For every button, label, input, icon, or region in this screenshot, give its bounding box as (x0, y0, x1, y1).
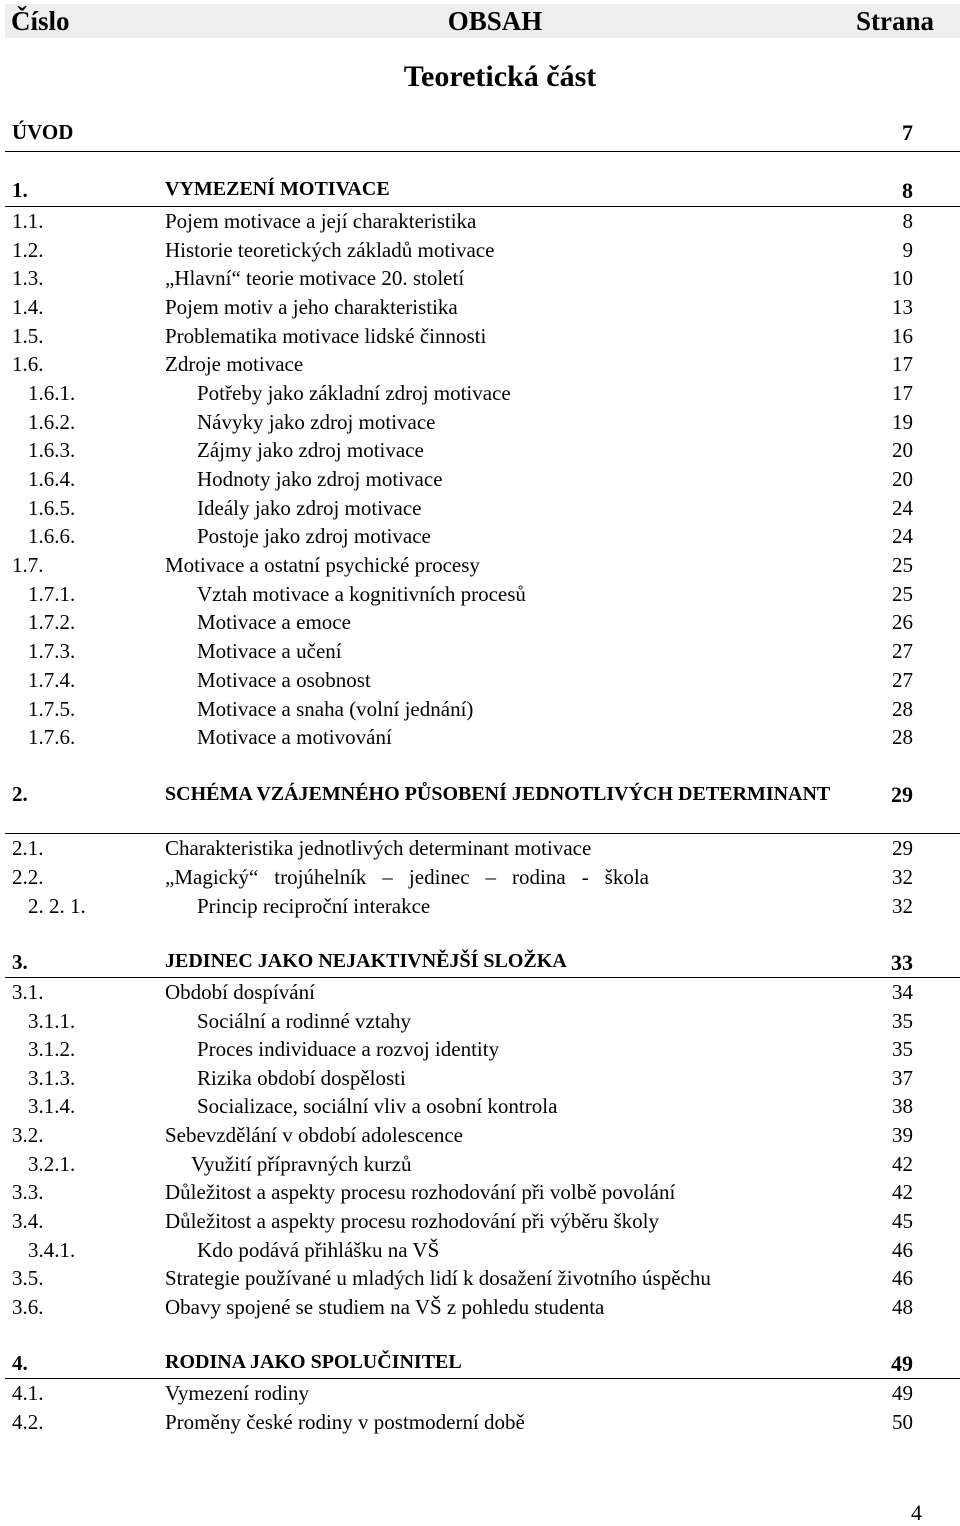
toc-subentry[interactable] (0, 467, 960, 493)
toc-entry-label: Strategie používané u mladých lidí k dosažení životního úspěchu (165, 1266, 711, 1290)
toc-entry-label: Motivace a učení (197, 639, 342, 663)
toc-entry-page: 34 (892, 980, 913, 1004)
divider (5, 206, 960, 207)
toc-subentry[interactable] (0, 1037, 960, 1063)
toc-entry-page: 42 (892, 1152, 913, 1176)
toc-chapter-3[interactable] (0, 950, 960, 976)
toc-entry-label: Vztah motivace a kognitivních procesů (197, 582, 526, 606)
toc-entry-page: 46 (892, 1266, 913, 1290)
toc-entry-label: Sociální a rodinné vztahy (197, 1009, 412, 1033)
toc-entry-page: 38 (892, 1094, 913, 1118)
toc-subentry[interactable] (0, 438, 960, 464)
toc-entry-number: 4.2. (12, 1410, 44, 1434)
header-number-label: Číslo (11, 6, 70, 36)
divider (5, 1378, 960, 1379)
toc-entry-label: Charakteristika jednotlivých determinant motivace (165, 836, 592, 860)
toc-entry-page: 9 (902, 238, 913, 262)
toc-entry-page: 28 (892, 697, 913, 721)
toc-entry[interactable] (0, 1295, 960, 1321)
divider (5, 151, 960, 152)
toc-entry[interactable] (0, 352, 960, 378)
toc-entry-number: 1.7.4. (28, 668, 76, 692)
toc-entry-number: 1.7.5. (28, 697, 76, 721)
toc-entry[interactable] (0, 266, 960, 292)
toc-entry-label: „Hlavní“ teorie motivace 20. století (165, 266, 465, 290)
toc-entry-page: 25 (892, 553, 913, 577)
toc-entry-page: 13 (892, 295, 913, 319)
toc-entry[interactable] (0, 865, 960, 891)
toc-entry-number: 1.5. (12, 324, 44, 348)
header-contents-label: OBSAH (447, 6, 543, 36)
toc-entry-number: 1.6.2. (28, 410, 76, 434)
toc-chapter-number: 3. (12, 950, 28, 974)
toc-entry-page: 29 (892, 836, 913, 860)
toc-entry-page: 32 (892, 894, 913, 918)
toc-entry-label: Historie teoretických základů motivace (165, 238, 495, 262)
toc-entry-page: 35 (892, 1037, 913, 1061)
toc-subentry[interactable] (0, 610, 960, 636)
toc-entry[interactable] (0, 238, 960, 264)
toc-entry-label: „Magický“ trojúhelník – jedinec – rodina - škola (165, 865, 649, 889)
toc-subentry[interactable] (0, 639, 960, 665)
toc-entry-number: 3.1.4. (28, 1094, 76, 1118)
toc-entry-page: 17 (892, 352, 913, 376)
toc-entry-number: 4.1. (12, 1381, 44, 1405)
toc-entry[interactable] (0, 1381, 960, 1407)
toc-entry-label: Období dospívání (165, 980, 315, 1004)
toc-subentry[interactable] (0, 1094, 960, 1120)
toc-entry[interactable] (0, 1209, 960, 1235)
toc-subentry[interactable] (0, 1238, 960, 1264)
toc-entry-number: 3.1.3. (28, 1066, 76, 1090)
toc-entry-label: Důležitost a aspekty procesu rozhodování při výběru školy (165, 1209, 659, 1233)
toc-entry-number: 3.6. (12, 1295, 44, 1319)
toc-entry-number: 3.2.1. (28, 1152, 76, 1176)
toc-entry-number: 1.7.6. (28, 725, 76, 749)
toc-entry-number: 1.7. (12, 553, 44, 577)
toc-entry-number: 3.1.2. (28, 1037, 76, 1061)
toc-entry[interactable] (0, 209, 960, 235)
toc-entry-page: 32 (892, 865, 913, 889)
toc-entry-number: 1.6.1. (28, 381, 76, 405)
toc-entry-page: 35 (892, 1009, 913, 1033)
toc-entry-number: 3.4.1. (28, 1238, 76, 1262)
toc-entry-page: 17 (892, 381, 913, 405)
toc-entry-number: 1.3. (12, 266, 44, 290)
toc-chapter-number: 2. (12, 782, 28, 806)
toc-subentry[interactable] (0, 582, 960, 608)
toc-entry-number: 1.7.1. (28, 582, 76, 606)
toc-chapter-label: SCHÉMA VZÁJEMNÉHO PŮSOBENÍ JEDNOTLIVÝCH DETERMINANT (165, 783, 831, 805)
toc-entry-number: 1.7.2. (28, 610, 76, 634)
toc-entry-label: Motivace a osobnost (197, 668, 371, 692)
toc-entry-page: 24 (892, 496, 913, 520)
toc-entry[interactable] (0, 553, 960, 579)
divider (5, 833, 960, 834)
toc-entry-page: 20 (892, 438, 913, 462)
toc-entry-page: 24 (892, 524, 913, 548)
toc-entry-label: Návyky jako zdroj motivace (197, 410, 436, 434)
toc-entry-page: 49 (892, 1381, 913, 1405)
toc-entry-number: 3.2. (12, 1123, 44, 1147)
toc-chapter-page: 8 (902, 178, 913, 203)
toc-entry-number: 3.3. (12, 1180, 44, 1204)
toc-subentry[interactable] (0, 410, 960, 436)
toc-entry-number: 2.2. (12, 865, 44, 889)
toc-entry-label: Princip reciproční interakce (197, 894, 431, 918)
toc-entry-label: Kdo podává přihlášku na VŠ (197, 1238, 440, 1262)
toc-chapter-page: 29 (891, 782, 913, 807)
toc-entry-page: 26 (892, 610, 913, 634)
toc-entry[interactable] (0, 1180, 960, 1206)
toc-entry-label: Využití přípravných kurzů (191, 1152, 412, 1176)
toc-chapter-4[interactable] (0, 1351, 960, 1377)
toc-subentry[interactable] (0, 1009, 960, 1035)
toc-chapter-label: JEDINEC JAKO NEJAKTIVNĚJŠÍ SLOŽKA (165, 950, 567, 972)
toc-header-bar (5, 4, 960, 38)
toc-entry-page: 45 (892, 1209, 913, 1233)
toc-entry-page: 42 (892, 1180, 913, 1204)
toc-entry-page: 27 (892, 668, 913, 692)
toc-entry[interactable] (0, 1410, 960, 1436)
toc-entry-label: Postoje jako zdroj motivace (197, 524, 431, 548)
toc-entry-page: 10 (892, 266, 913, 290)
toc-entry-label: Proměny české rodiny v postmoderní době (165, 1410, 525, 1434)
toc-entry-page: 8 (902, 209, 913, 233)
toc-entry-page: 46 (892, 1238, 913, 1262)
toc-entry-label: Motivace a motivování (197, 725, 392, 749)
toc-entry-label: Problematika motivace lidské činnosti (165, 324, 487, 348)
toc-subentry[interactable] (0, 381, 960, 407)
toc-entry-label: Zájmy jako zdroj motivace (197, 438, 424, 462)
toc-entry-label: Rizika období dospělosti (197, 1066, 406, 1090)
toc-entry-number: 1.7.3. (28, 639, 76, 663)
toc-subentry[interactable] (0, 496, 960, 522)
toc-subentry[interactable] (0, 668, 960, 694)
toc-entry-page: 25 (892, 582, 913, 606)
toc-entry[interactable] (0, 295, 960, 321)
toc-entry-page: 19 (892, 410, 913, 434)
toc-entry-page: 50 (892, 1410, 913, 1434)
toc-entry-number: 1.2. (12, 238, 44, 262)
toc-entry-page: 20 (892, 467, 913, 491)
toc-chapter-number: 1. (12, 178, 28, 202)
toc-entry[interactable] (0, 980, 960, 1006)
toc-entry[interactable] (0, 1266, 960, 1292)
toc-entry-label: Motivace a ostatní psychické procesy (165, 553, 480, 577)
toc-entry-label: Motivace a snaha (volní jednání) (197, 697, 474, 721)
page-number: 4 (911, 1500, 922, 1525)
toc-entry-label: Ideály jako zdroj motivace (197, 496, 422, 520)
toc-entry-uvod[interactable] (0, 120, 960, 146)
toc-entry-label: Důležitost a aspekty procesu rozhodování při volbě povolání (165, 1180, 676, 1204)
toc-entry-page: 7 (902, 120, 913, 145)
toc-entry-number: 3.5. (12, 1266, 44, 1290)
toc-entry-number: 3.1.1. (28, 1009, 76, 1033)
divider (5, 977, 960, 978)
toc-subentry[interactable] (0, 725, 960, 751)
toc-subentry[interactable] (0, 1066, 960, 1092)
toc-entry-label: Motivace a emoce (197, 610, 351, 634)
toc-entry-number: 2.1. (12, 836, 44, 860)
toc-entry-number: 1.6.5. (28, 496, 76, 520)
toc-entry-page: 16 (892, 324, 913, 348)
toc-entry-page: 39 (892, 1123, 913, 1147)
toc-entry[interactable] (0, 1123, 960, 1149)
section-title: Teoretická část (403, 60, 597, 93)
toc-chapter-label: VYMEZENÍ MOTIVACE (165, 178, 390, 200)
toc-entry-label: Obavy spojené se studiem na VŠ z pohledu studenta (165, 1295, 605, 1319)
toc-entry-label: Sebevzdělání v období adolescence (165, 1123, 463, 1147)
toc-chapter-page: 49 (891, 1351, 913, 1376)
toc-entry-label: Potřeby jako základní zdroj motivace (197, 381, 511, 405)
toc-entry[interactable] (0, 324, 960, 350)
header-page-label: Strana (855, 6, 934, 36)
toc-entry-number: 1.4. (12, 295, 44, 319)
toc-subentry[interactable] (0, 894, 960, 920)
toc-entry-page: 28 (892, 725, 913, 749)
toc-entry[interactable] (0, 836, 960, 862)
toc-entry-label: Hodnoty jako zdroj motivace (197, 467, 443, 491)
toc-entry-label: Vymezení rodiny (165, 1381, 310, 1405)
toc-entry-number: 2. 2. 1. (28, 894, 86, 918)
toc-entry-number: 3.1. (12, 980, 44, 1004)
toc-chapter-label: RODINA JAKO SPOLUČINITEL (165, 1351, 462, 1373)
toc-entry-page: 37 (892, 1066, 913, 1090)
toc-entry-page: 27 (892, 639, 913, 663)
toc-chapter-number: 4. (12, 1351, 28, 1375)
toc-subentry[interactable] (0, 524, 960, 550)
toc-chapter-page: 33 (891, 950, 913, 975)
toc-chapter-1[interactable] (0, 178, 960, 204)
toc-entry-number: 1.6. (12, 352, 44, 376)
toc-entry-number: 3.4. (12, 1209, 44, 1233)
toc-entry-number: 1.6.3. (28, 438, 76, 462)
toc-entry-label: Zdroje motivace (165, 352, 304, 376)
toc-subentry[interactable] (0, 1152, 960, 1178)
toc-entry-label: Pojem motiv a jeho charakteristika (165, 295, 458, 319)
toc-entry-label: ÚVOD (12, 120, 74, 144)
toc-entry-number: 1.1. (12, 209, 44, 233)
toc-entry-page: 48 (892, 1295, 913, 1319)
toc-subentry[interactable] (0, 697, 960, 723)
toc-entry-label: Socializace, sociální vliv a osobní kontrola (197, 1094, 558, 1118)
toc-entry-label: Pojem motivace a její charakteristika (165, 209, 477, 233)
toc-entry-label: Proces individuace a rozvoj identity (197, 1037, 500, 1061)
toc-entry-number: 1.6.6. (28, 524, 76, 548)
toc-entry-number: 1.6.4. (28, 467, 76, 491)
